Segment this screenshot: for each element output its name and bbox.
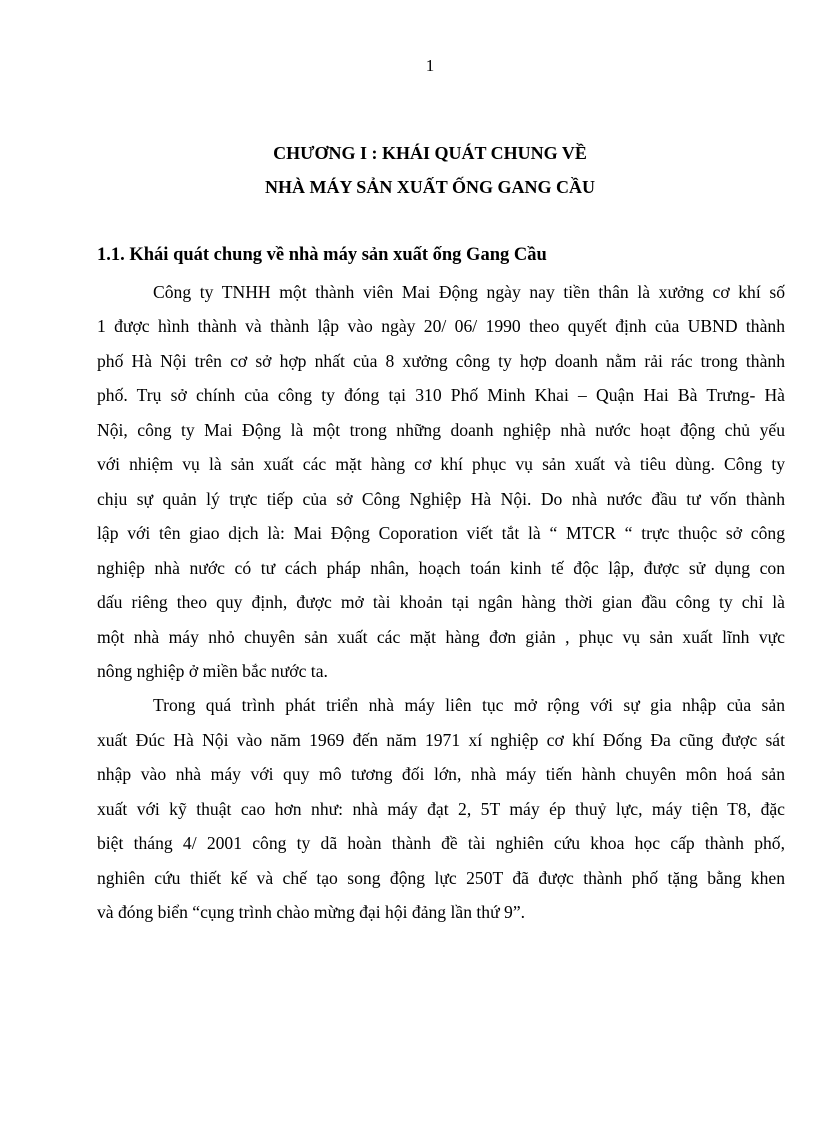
- paragraph-line: xuất với kỹ thuật cao hơn như: nhà máy đạt 2, 5T máy ép thuỷ lực, máy tiện T8, đặc: [97, 798, 785, 819]
- paragraph-line: nông nghiệp ở miền bắc nước ta.: [97, 660, 328, 681]
- paragraph-line: phố Hà Nội trên cơ sở hợp nhất của 8 xưởng công ty hợp doanh nằm rải rác trong thành: [97, 350, 785, 371]
- paragraph-line: một nhà máy nhỏ chuyên sản xuất các mặt hàng đơn giản , phục vụ sản xuất lĩnh vực: [97, 626, 785, 647]
- paragraph-line: dấu riêng theo quy định, được mở tài khoản tại ngân hàng thời gian đầu công ty chỉ là: [97, 592, 785, 613]
- page-number: 1: [425, 56, 435, 75]
- paragraph-line: Công ty TNHH một thành viên Mai Động ngày nay tiền thân là xưởng cơ khí số: [153, 282, 785, 302]
- paragraph-line: xuất Đúc Hà Nội vào năm 1969 đến năm 1971 xí nghiệp cơ khí Đống Đa cũng được sát: [97, 729, 785, 750]
- paragraph-line: Trong quá trình phát triển nhà máy liên tục mở rộng với sự gia nhập của sản: [153, 695, 785, 716]
- paragraph-line: với nhiệm vụ là sản xuất các mặt hàng cơ khí phục vụ sản xuất và tiêu dùng. Công ty: [97, 454, 785, 475]
- section-heading: 1.1. Khái quát chung về nhà máy sản xuất ống Gang Cầu: [97, 245, 547, 265]
- paragraph-line: và đóng biển “cụng trình chào mừng đại hội đảng lần thứ 9”.: [97, 902, 526, 923]
- paragraph-line: nghiên cứu thiết kế và chế tạo song động lực 250T đã được thành phố tặng bằng khen: [97, 867, 785, 888]
- paragraph-line: biệt tháng 4/ 2001 công ty dã hoàn thành đề tài nghiên cứu khoa học cấp thành phố,: [97, 833, 785, 854]
- chapter-title-line-2: NHÀ MÁY SẢN XUẤT ỐNG GANG CẦU: [264, 177, 595, 197]
- paragraph-line: lập với tên giao dịch là: Mai Động Coporation viết tắt là “ MTCR “ trực thuộc sở công: [97, 523, 785, 544]
- paragraph-line: Nội, công ty Mai Động là một trong những doanh nghiệp nhà nước hoạt động chủ yếu: [97, 419, 785, 440]
- paragraph-line: nhập vào nhà máy với quy mô tương đối lớn, nhà máy tiến hành chuyên môn hoá sản: [97, 764, 785, 785]
- chapter-title-line-1: CHƯƠNG I : KHÁI QUÁT CHUNG VỀ: [273, 143, 587, 163]
- paragraph-line: 1 được hình thành và thành lập vào ngày 20/ 06/ 1990 theo quyết định của UBND thành: [97, 316, 785, 337]
- paragraph-line: chịu sự quản lý trực tiếp của sở Công Nghiệp Hà Nội. Do nhà nước đầu tư vốn thành: [97, 488, 785, 509]
- paragraph-line: nghiệp nhà nước có tư cách pháp nhân, hoạch toán kinh tế độc lập, được sử dụng con: [97, 557, 785, 578]
- paragraph-line: phố. Trụ sở chính của công ty đóng tại 310 Phố Minh Khai – Quận Hai Bà Trưng- Hà: [97, 385, 785, 406]
